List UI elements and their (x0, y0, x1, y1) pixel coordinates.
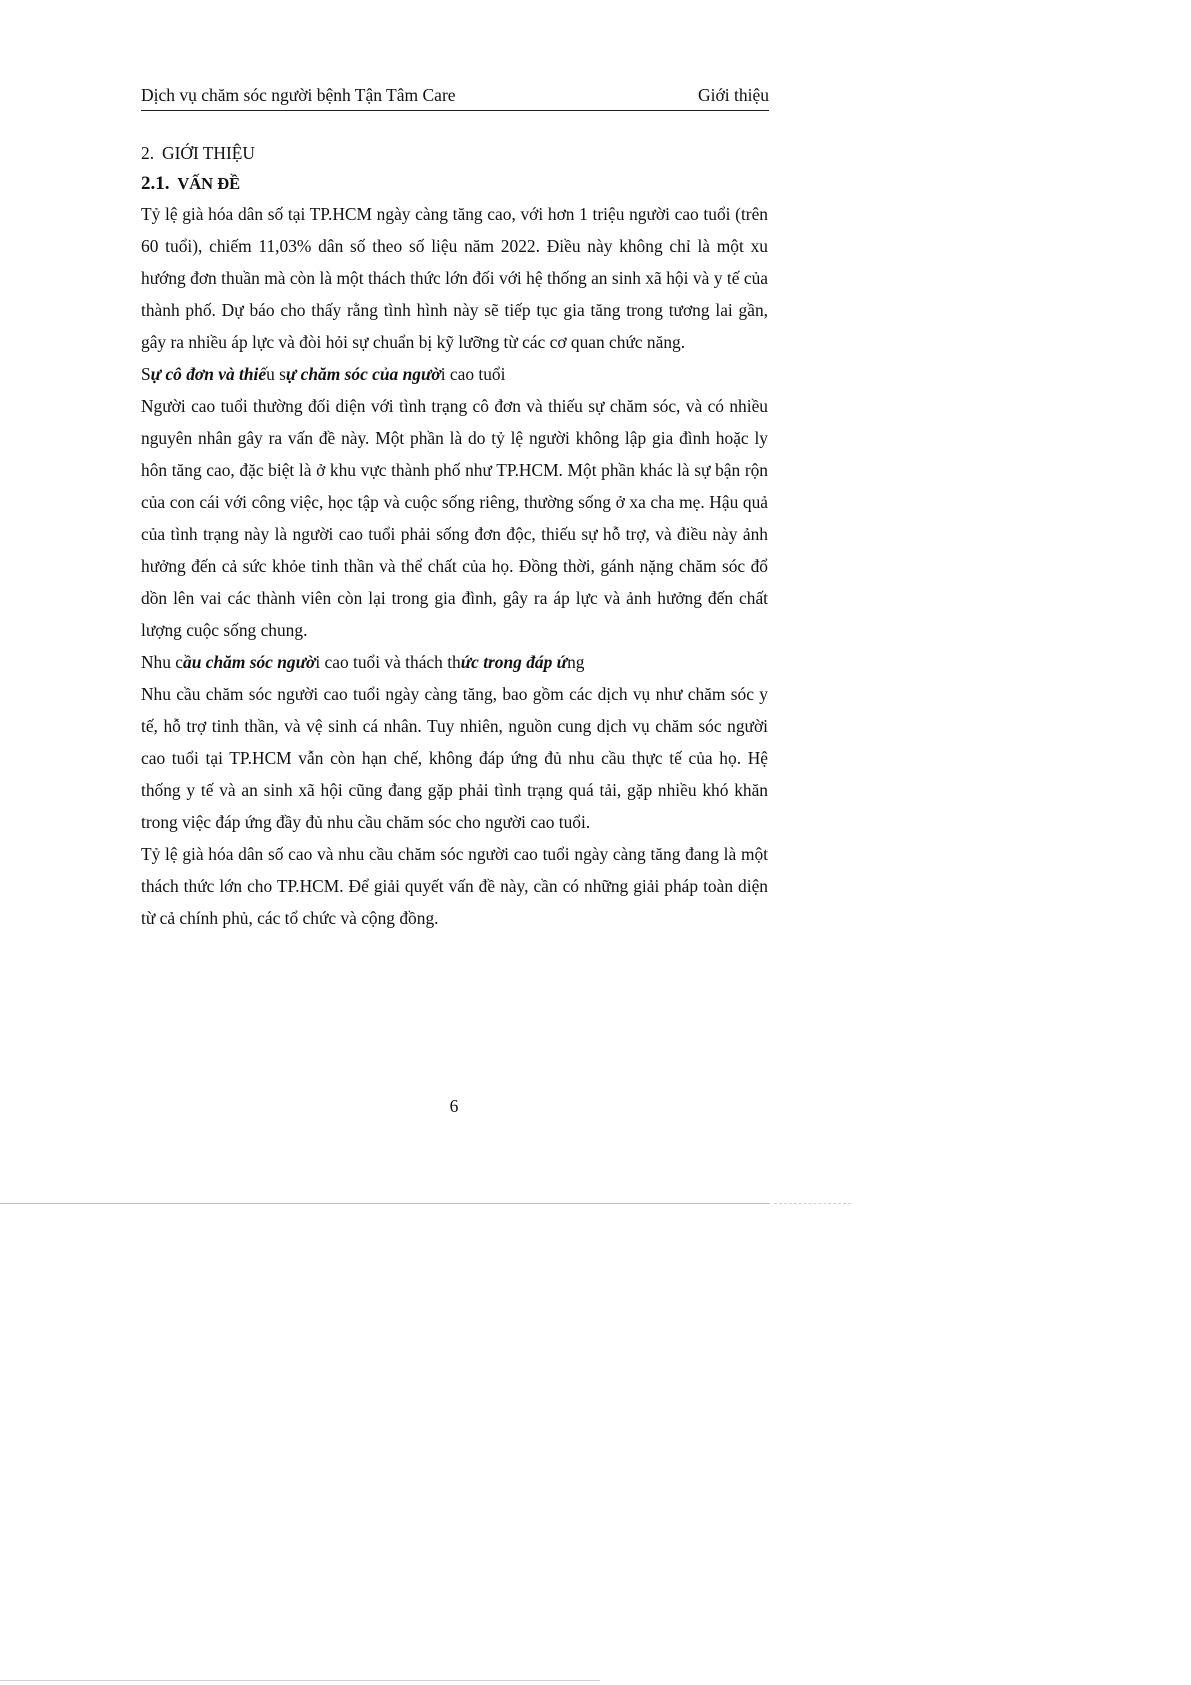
subheading-loneliness (141, 358, 768, 390)
subheading-care-needs-part: Nhu c (141, 652, 184, 672)
subsection-number: 2.1. (141, 173, 170, 194)
page-edge-marks (774, 1203, 851, 1204)
page-header (141, 83, 769, 111)
section-title: GIỚI THIỆU (162, 143, 255, 163)
paragraph-aging-population: Tỷ lệ già hóa dân số tại TP.HCM ngày càng tăng cao, với hơn 1 triệu người cao tuổi (trên 60 tuổi), chiếm 11,03% dân số theo số liệu năm 2022. Điều này không chỉ là một xu hướng đơn thuần mà còn là một thách thức lớn đối với hệ thống an sinh xã hội và y tế của thành phố. Dự báo cho thấy rằng tình hình này sẽ tiếp tục gia tăng trong tương lai gần, gây ra nhiều áp lực và đòi hỏi sự chuẩn bị kỹ lưỡng từ các cơ quan chức năng. (141, 204, 768, 352)
page-body (141, 136, 768, 934)
subheading-care-needs-part: i cao tuổi và thách th (315, 652, 461, 672)
subheading-care-needs-part: ng (567, 652, 585, 672)
subheading-loneliness-part: i cao tuổi (440, 364, 506, 384)
paragraph-care-needs: Nhu cầu chăm sóc người cao tuổi ngày càng tăng, bao gồm các dịch vụ như chăm sóc y tế, hỗ trợ tinh thần, và vệ sinh cá nhân. Tuy nhiên, nguồn cung dịch vụ chăm sóc người cao tuổi tại TP.HCM vẫn còn hạn chế, không đáp ứng đủ nhu cầu thực tế của họ. Hệ thống y tế và an sinh xã hội cũng đang gặp phải tình trạng quá tải, gặp nhiều khó khăn trong việc đáp ứng đầy đủ nhu cầu chăm sóc cho người cao tuổi. (141, 684, 768, 832)
paragraph-conclusion: Tỷ lệ già hóa dân số cao và nhu cầu chăm sóc người cao tuổi ngày càng tăng đang là một thách thức lớn cho TP.HCM. Để giải quyết vấn đề này, cần có những giải pháp toàn diện từ cả chính phủ, các tổ chức và cộng đồng. (141, 844, 768, 928)
subsection-heading (141, 170, 768, 198)
paragraph-loneliness: Người cao tuổi thường đối diện với tình trạng cô đơn và thiếu sự chăm sóc, và có nhiều nguyên nhân gây ra vấn đề này. Một phần là do tỷ lệ người không lập gia đình hoặc ly hôn tăng cao, đặc biệt là ở khu vực thành phố như TP.HCM. Một phần khác là sự bận rộn của con cái với công việc, học tập và cuộc sống riêng, thường sống ở xa cha mẹ. Hậu quả của tình trạng này là người cao tuổi phải sống đơn độc, thiếu sự hỗ trợ, và điều này ảnh hưởng đến cả sức khỏe tinh thần và thể chất của họ. Đồng thời, gánh nặng chăm sóc đổ dồn lên vai các thành viên còn lại trong gia đình, gây ra áp lực và ảnh hưởng đến chất lượng cuộc sống chung. (141, 396, 768, 640)
subheading-loneliness-part: u s (266, 364, 286, 384)
subheading-care-needs (141, 646, 768, 678)
section-heading (141, 136, 768, 170)
subheading-care-needs-part: ầu chăm sóc ngườ (183, 652, 316, 672)
header-chapter-title: Giới thiệu (698, 85, 769, 105)
subheading-care-needs-part: ức trong đáp ứ (460, 652, 568, 672)
subheading-loneliness-part: S (141, 364, 151, 384)
subheading-loneliness-part: ự cô đơn và thiế (150, 364, 267, 384)
page-edge-divider (0, 1203, 770, 1204)
page-number: 6 (449, 1096, 459, 1116)
header-document-title: Dịch vụ chăm sóc người bệnh Tận Tâm Care (141, 85, 456, 105)
subheading-loneliness-part: ự chăm sóc của ngườ (285, 364, 441, 384)
subsection-title: VẤN ĐỀ (177, 174, 241, 193)
section-number: 2. (141, 143, 155, 163)
bottom-divider (0, 1680, 600, 1681)
